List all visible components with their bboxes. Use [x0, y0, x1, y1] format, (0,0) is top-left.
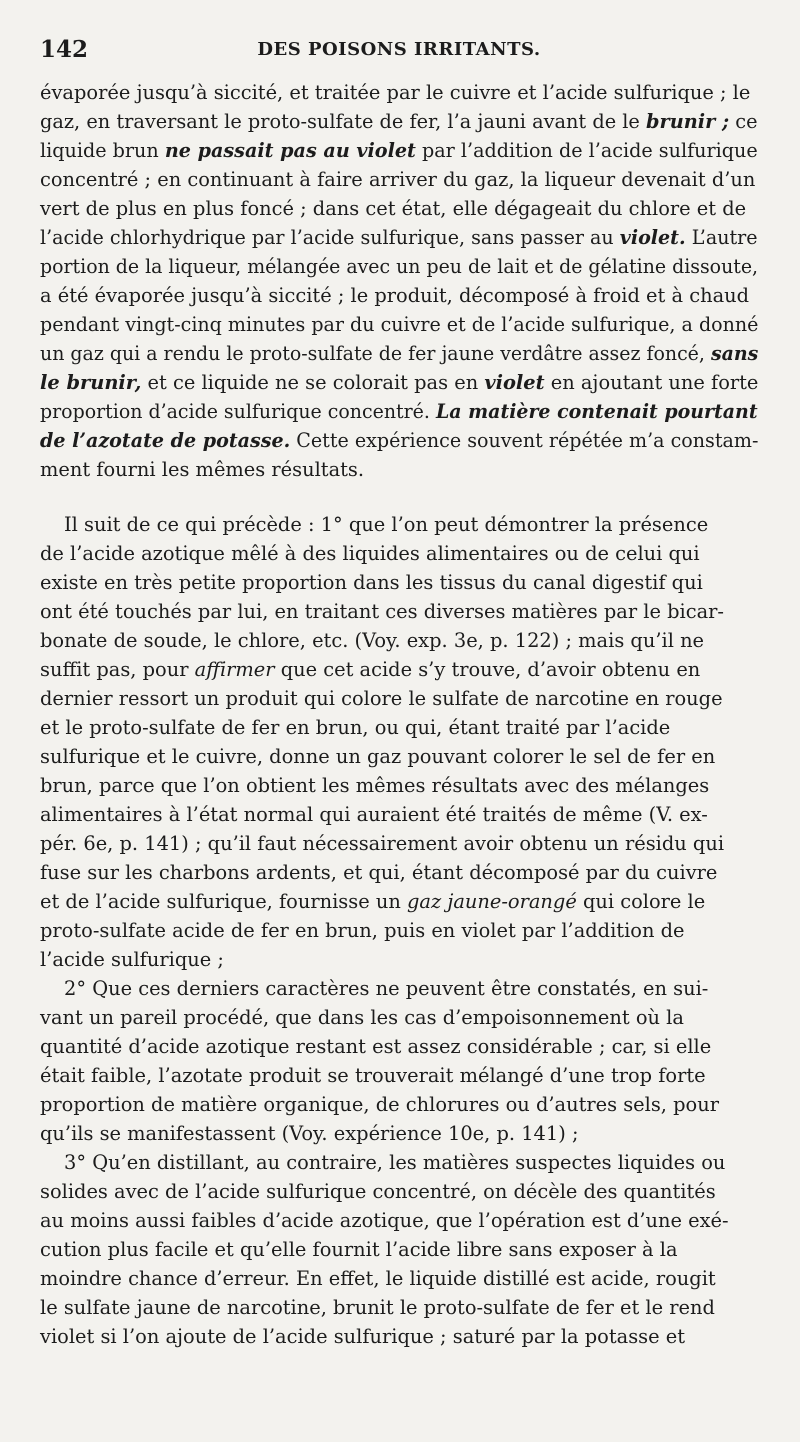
emphasized-text: ne passait pas au violet [164, 139, 416, 162]
text-line [40, 887, 758, 916]
text-line [40, 1177, 758, 1206]
text-run: un gaz qui a rendu le proto-sulfate de fer jaune verdâtre assez foncé, [40, 342, 711, 365]
text-line [40, 800, 758, 829]
text-run: pér. 6e, p. 141) ; qu’il faut nécessairement avoir obtenu un résidu qui [40, 832, 725, 855]
text-run: gaz, en traversant le proto-sulfate de fer, l’a jauni avant de le [40, 110, 647, 133]
running-title: DES POISONS IRRITANTS. [257, 39, 541, 60]
text-line [40, 1148, 758, 1177]
text-line [40, 223, 758, 252]
emphasized-text: violet [484, 371, 545, 394]
text-run: vant un pareil procédé, que dans les cas d’empoisonnement où la [40, 1006, 684, 1029]
text-line [40, 858, 758, 887]
text-run: brun, parce que l’on obtient les mêmes résultats avec des mélanges [40, 774, 710, 797]
text-line [40, 974, 758, 1003]
text-run: et ce liquide ne se colorait pas en [141, 371, 485, 394]
text-line [40, 165, 758, 194]
paragraph-experiment-continuation [40, 78, 758, 484]
text-run: ce [729, 110, 758, 133]
text-line [40, 107, 758, 136]
text-line [40, 368, 758, 397]
text-run: l’acide sulfurique ; [40, 948, 224, 971]
text-line [40, 397, 758, 426]
text-line [40, 78, 758, 107]
text-run: dernier ressort un produit qui colore le sulfate de narcotine en rouge [40, 687, 723, 710]
text-run: était faible, l’azotate produit se trouverait mélangé d’une trop forte [40, 1064, 706, 1087]
text-run: bonate de soude, le chlore, etc. (Voy. exp. 3e, p. 122) ; mais qu’il ne [40, 629, 705, 652]
text-run: alimentaires à l’état normal qui auraient été traités de même (V. ex- [40, 803, 708, 826]
text-line [40, 1206, 758, 1235]
text-run: au moins aussi faibles d’acide azotique, que l’opération est d’une exé- [40, 1209, 729, 1232]
text-run: vert de plus en plus foncé ; dans cet état, elle dégageait du chlore et de [40, 197, 747, 220]
text-line [40, 281, 758, 310]
text-line [40, 1090, 758, 1119]
text-run: qui colore le [576, 890, 706, 913]
text-line [40, 713, 758, 742]
emphasized-text: violet. [619, 226, 686, 249]
text-line [40, 771, 758, 800]
text-run: par l’addition de l’acide sulfurique [415, 139, 758, 162]
text-run: ont été touchés par lui, en traitant ces diverses matières par le bicar- [40, 600, 724, 623]
text-line [40, 1235, 758, 1264]
text-line [40, 539, 758, 568]
text-run: moindre chance d’erreur. En effet, le liquide distillé est acide, rougit [40, 1267, 716, 1290]
paragraph-conclusions [40, 510, 758, 1351]
text-line [40, 568, 758, 597]
emphasized-text: le brunir, [40, 371, 142, 394]
text-line [40, 655, 758, 684]
text-line [40, 626, 758, 655]
emphasized-text: de l’azotate de potasse. [40, 429, 291, 452]
text-run: fuse sur les charbons ardents, et qui, étant décomposé par du cuivre [40, 861, 718, 884]
text-run: ment fourni les mêmes résultats. [40, 458, 365, 481]
text-line [40, 1061, 758, 1090]
text-line [40, 136, 758, 165]
text-line [40, 194, 758, 223]
text-line [40, 1264, 758, 1293]
text-line [40, 426, 759, 455]
text-run: violet si l’on ajoute de l’acide sulfurique ; saturé par la potasse et [40, 1325, 686, 1348]
text-run: concentré ; en continuant à faire arriver du gaz, la liqueur devenait d’un [40, 168, 756, 191]
text-run: proportion d’acide sulfurique concentré. [40, 400, 436, 423]
text-run: que cet acide s’y trouve, d’avoir obtenu en [274, 658, 701, 681]
text-run: proto-sulfate acide de fer en brun, puis en violet par l’addition de [40, 919, 685, 942]
text-line [40, 945, 758, 974]
text-run: Il suit de ce qui précède : 1° que l’on peut démontrer la présence [64, 513, 709, 536]
emphasized-text: gaz jaune-orangé [406, 890, 577, 913]
text-run: suffit pas, pour [40, 658, 195, 681]
paragraph-gap [40, 484, 758, 510]
text-run: L’autre [685, 226, 758, 249]
text-run: et le proto-sulfate de fer en brun, ou qui, étant traité par l’acide [40, 716, 671, 739]
emphasized-text: La matière contenait pourtant [435, 400, 758, 423]
text-run: Cette expérience souvent répétée m’a constam- [290, 429, 759, 452]
text-run: cution plus facile et qu’elle fournit l’acide libre sans exposer à la [40, 1238, 678, 1261]
text-line [40, 597, 758, 626]
text-run: l’acide chlorhydrique par l’acide sulfurique, sans passer au [40, 226, 620, 249]
page-header [40, 36, 758, 78]
text-line [40, 916, 758, 945]
text-line [40, 829, 758, 858]
text-line [40, 339, 759, 368]
text-line [40, 684, 758, 713]
text-line [40, 455, 758, 484]
text-run: liquide brun [40, 139, 165, 162]
text-line [40, 510, 758, 539]
emphasized-text: affirmer [194, 658, 275, 681]
text-run: pendant vingt-cinq minutes par du cuivre et de l’acide sulfurique, a donné [40, 313, 759, 336]
text-line [40, 252, 759, 281]
text-run: de l’acide azotique mêlé à des liquides alimentaires ou de celui qui [40, 542, 700, 565]
text-line [40, 1322, 758, 1351]
text-run: qu’ils se manifestassent (Voy. expérience 10e, p. 141) ; [40, 1122, 579, 1145]
text-run: a été évaporée jusqu’à siccité ; le produit, décomposé à froid et à chaud [40, 284, 750, 307]
text-run: sulfurique et le cuivre, donne un gaz pouvant colorer le sel de fer en [40, 745, 716, 768]
text-run: proportion de matière organique, de chlorures ou d’autres sels, pour [40, 1093, 719, 1116]
page-number: 142 [40, 36, 89, 63]
text-line [40, 742, 758, 771]
text-run: 3° Qu’en distillant, au contraire, les matières suspectes liquides ou [64, 1151, 726, 1174]
text-line [40, 1293, 758, 1322]
text-run: portion de la liqueur, mélangée avec un peu de lait et de gélatine dissoute, [40, 255, 759, 278]
text-line [40, 1119, 758, 1148]
text-run: en ajoutant une forte [544, 371, 759, 394]
emphasized-text: sans [710, 342, 759, 365]
emphasized-text: brunir ; [646, 110, 730, 133]
text-line [40, 1003, 758, 1032]
text-line [40, 310, 759, 339]
text-run: 2° Que ces derniers caractères ne peuvent être constatés, en sui- [64, 977, 709, 1000]
text-line [40, 1032, 758, 1061]
text-run: solides avec de l’acide sulfurique concentré, on décèle des quantités [40, 1180, 716, 1203]
text-run: le sulfate jaune de narcotine, brunit le proto-sulfate de fer et le rend [40, 1296, 715, 1319]
text-run: quantité d’acide azotique restant est assez considérable ; car, si elle [40, 1035, 712, 1058]
text-run: évaporée jusqu’à siccité, et traitée par le cuivre et l’acide sulfurique ; le [40, 81, 751, 104]
text-run: existe en très petite proportion dans les tissus du canal digestif qui [40, 571, 703, 594]
text-run: et de l’acide sulfurique, fournisse un [40, 890, 407, 913]
